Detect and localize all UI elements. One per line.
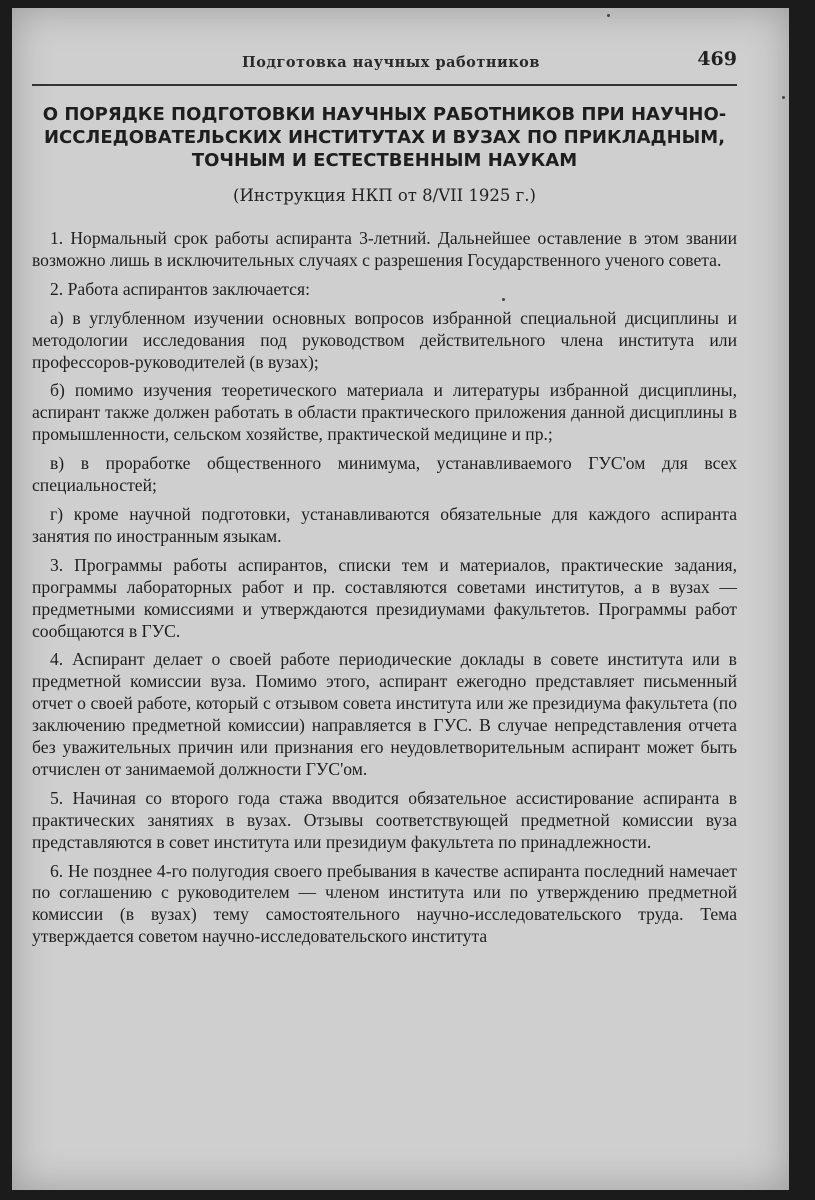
paragraph-3: 3. Программы работы аспирантов, списки тем и материалов, практические задания, программы лабораторных работ и пр. составляются советами институтов, а в вузах — предметными комиссиями и утверждаются президиумами факультетов. Программы работ сообщаются в ГУС. bbox=[32, 554, 737, 641]
paragraph-1: 1. Нормальный срок работы аспиранта 3-летний. Дальнейшее оставление в этом звании возможно лишь в исключительных случаях с разрешения Государственного ученого совета. bbox=[32, 228, 737, 270]
paragraph-2d: г) кроме научной подготовки, устанавливаются обязательные для каждого аспиранта занятия по иностранным языкам. bbox=[32, 503, 737, 546]
paragraph-5: 5. Начиная со второго года стажа вводится обязательное ассистирование аспиранта в практических занятиях в вузах. Отзывы соответствующей предметной комиссии вуза представляются в совет института или президиум факультета по принадлежности. bbox=[32, 787, 737, 852]
document-body bbox=[32, 228, 737, 955]
print-speck bbox=[782, 96, 785, 99]
paragraph-2a: а) в углубленном изучении основных вопросов избранной специальной дисциплины и методологии исследования под руководством действительного члена института или профессоров-руководителей (в вузах); bbox=[32, 307, 737, 372]
paragraph-4: 4. Аспирант делает о своей работе периодические доклады в совете института или в предметной комиссии вуза. Помимо этого, аспирант ежегодно представляет письменный отчет о своей работе, который с отзывом совета института или же президиума факультета (по заключению предметной комиссии) направляется в ГУС. В случае непредставления отчета без уважительных причин или признания его неудовлетворительным аспирант может быть отчислен от занимаемой должности ГУС'ом. bbox=[32, 649, 737, 779]
running-title: Подготовка научных работников bbox=[242, 54, 540, 71]
paragraph-2c: в) в проработке общественного минимума, устанавливаемого ГУС'ом для всех специальностей; bbox=[32, 453, 737, 496]
paragraph-2b: б) помимо изучения теоретического материала и литературы избранной дисциплины, аспирант также должен работать в области практического приложения данной дисциплины в промышленности, сельском хозяйстве, практической медицине и пр.; bbox=[32, 380, 737, 445]
document-title: О ПОРЯДКЕ ПОДГОТОВКИ НАУЧНЫХ РАБОТНИКОВ ПРИ НАУЧНО-ИССЛЕДОВАТЕЛЬСКИХ ИНСТИТУТАХ И ВУЗАХ ПО ПРИКЛАДНЫМ, ТОЧНЫМ И ЕСТЕСТВЕННЫМ НАУКАМ bbox=[42, 104, 727, 171]
paragraph-6: 6. Не позднее 4-го полугодия своего пребывания в качестве аспиранта последний намечает по соглашению с руководителем — членом института или по утверждению предметной комиссии (в вузах) тему самостоятельного научно-исследовательского труда. Тема утверждается советом научно-исследовательского института bbox=[32, 860, 737, 947]
document-subtitle: (Инструкция НКП от 8/VII 1925 г.) bbox=[233, 186, 536, 205]
print-speck bbox=[502, 298, 505, 301]
print-speck bbox=[607, 14, 610, 17]
document-page bbox=[12, 8, 789, 1190]
paragraph-2: 2. Работа аспирантов заключается: bbox=[50, 278, 310, 299]
page-number: 469 bbox=[697, 48, 737, 70]
running-header bbox=[32, 44, 737, 86]
